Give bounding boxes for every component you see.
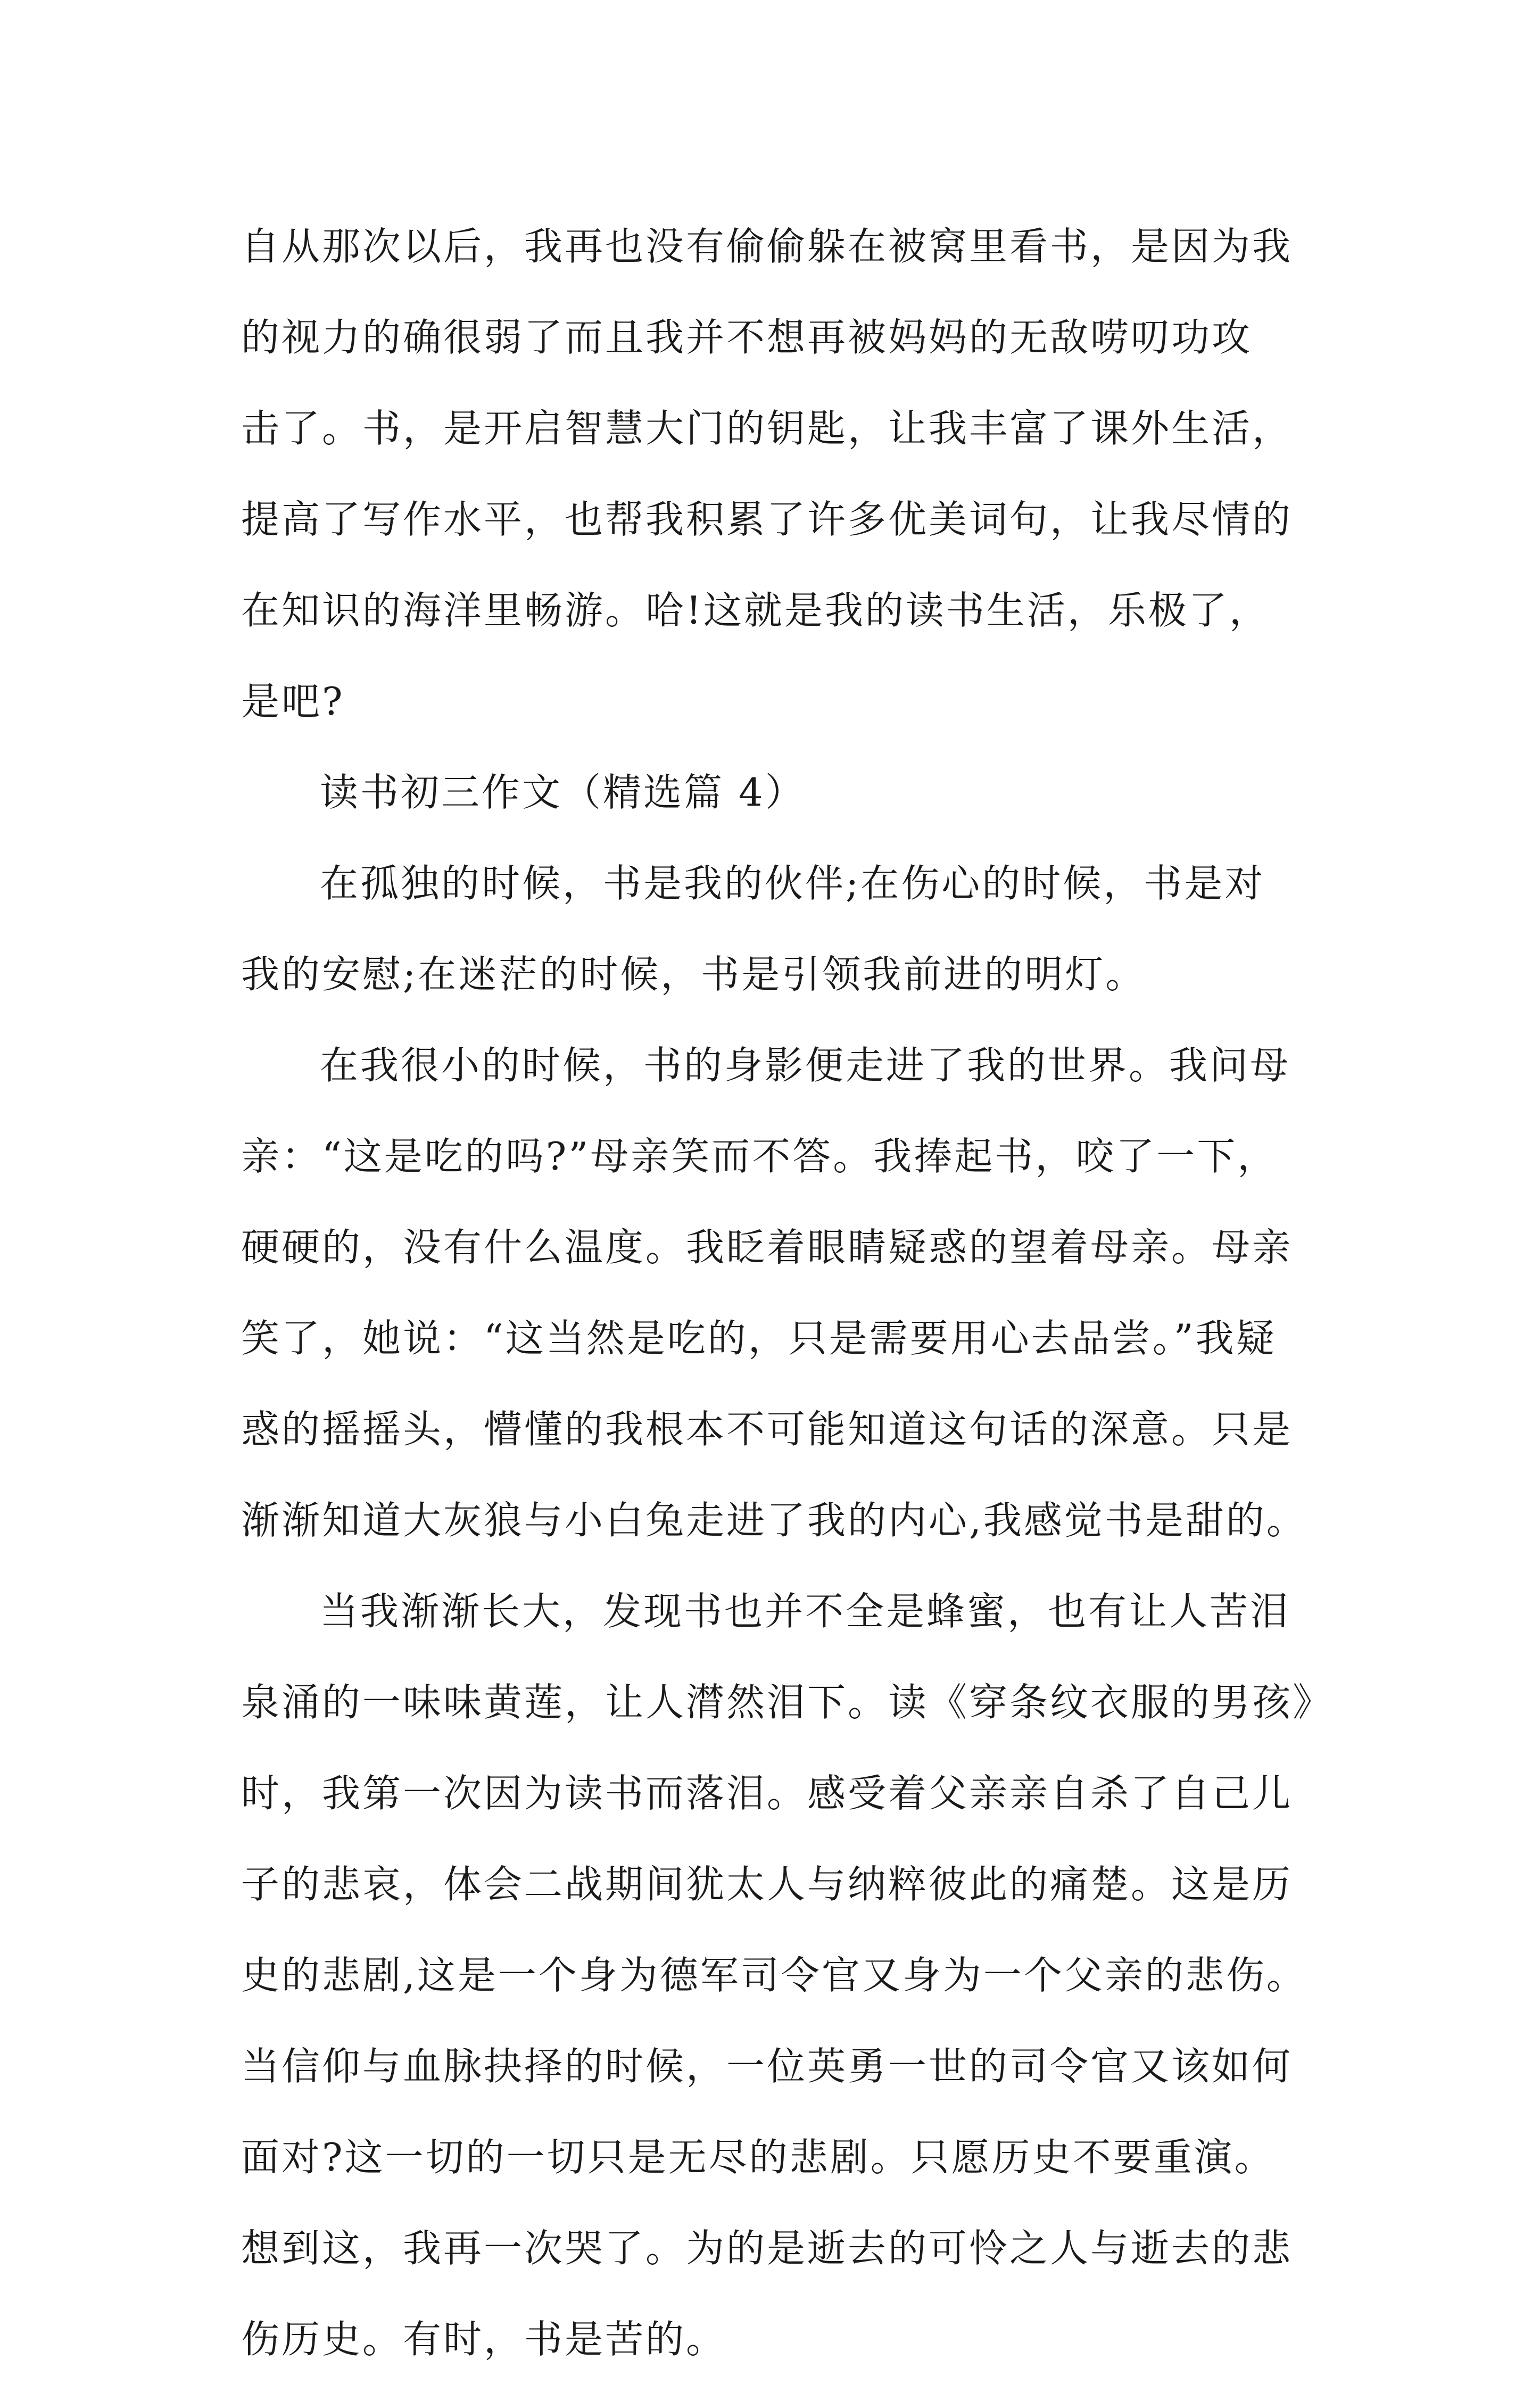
- paragraph-3: [241, 1020, 1311, 1566]
- text-line: 在孤独的时候，书是我的伙伴;在伤心的时候，书是对: [320, 861, 1265, 906]
- text-line: 渐渐知道大灰狼与小白兔走进了我的内心,我感觉书是甜的。: [241, 1498, 1307, 1543]
- paragraph-2: [241, 838, 1311, 1020]
- text-line: 是吧?: [241, 679, 345, 724]
- text-line: 在我很小的时候，书的身影便走进了我的世界。我问母: [320, 1043, 1291, 1088]
- text-line: 击了。书，是开启智慧大门的钥匙，让我丰富了课外生活，: [241, 406, 1293, 451]
- text-line: 提高了写作水平，也帮我积累了许多优美词句，让我尽情的: [241, 497, 1293, 542]
- text-line: 时，我第一次因为读书而落泪。感受着父亲亲自杀了自己儿: [241, 1771, 1293, 1816]
- section-heading: 读书初三作文（精选篇 4）: [320, 770, 806, 815]
- text-line: 硬硬的，没有什么温度。我眨着眼睛疑惑的望着母亲。母亲: [241, 1225, 1293, 1270]
- text-line: 笑了，她说：“这当然是吃的，只是需要用心去品尝。”我疑: [241, 1316, 1277, 1361]
- text-line: 面对?这一切的一切只是无尽的悲剧。只愿历史不要重演。: [241, 2135, 1275, 2180]
- document-body: [241, 201, 1334, 2385]
- text-line: 泉涌的一味味黄莲，让人潸然泪下。读《穿条纹衣服的男孩》: [241, 1680, 1334, 1725]
- text-line: 惑的摇摇头，懵懂的我根本不可能知道这句话的深意。只是: [241, 1407, 1293, 1452]
- text-line: 当我渐渐长大，发现书也并不全是蜂蜜，也有让人苦泪: [320, 1589, 1291, 1634]
- text-line: 在知识的海洋里畅游。哈!这就是我的读书生活，乐极了，: [241, 588, 1270, 633]
- text-line: 伤历史。有时，书是苦的。: [241, 2317, 727, 2362]
- paragraph-1: [241, 201, 1311, 747]
- text-line: 史的悲剧,这是一个身为德军司令官又身为一个父亲的悲伤。: [241, 1953, 1307, 1998]
- text-line: 想到这，我再一次哭了。为的是逝去的可怜之人与逝去的悲: [241, 2226, 1293, 2271]
- text-line: 亲：“这是吃的吗?”母亲笑而不答。我捧起书，咬了一下，: [241, 1134, 1278, 1179]
- text-line: 自从那次以后，我再也没有偷偷躲在被窝里看书，是因为我: [241, 224, 1293, 269]
- paragraph-4: [241, 1566, 1334, 2385]
- text-line: 当信仰与血脉抉择的时候，一位英勇一世的司令官又该如何: [241, 2044, 1293, 2089]
- text-line: 子的悲哀，体会二战期间犹太人与纳粹彼此的痛楚。这是历: [241, 1862, 1293, 1907]
- text-line: 我的安慰;在迷茫的时候，书是引领我前进的明灯。: [241, 952, 1146, 997]
- text-line: 的视力的确很弱了而且我并不想再被妈妈的无敌唠叨功攻: [241, 315, 1253, 360]
